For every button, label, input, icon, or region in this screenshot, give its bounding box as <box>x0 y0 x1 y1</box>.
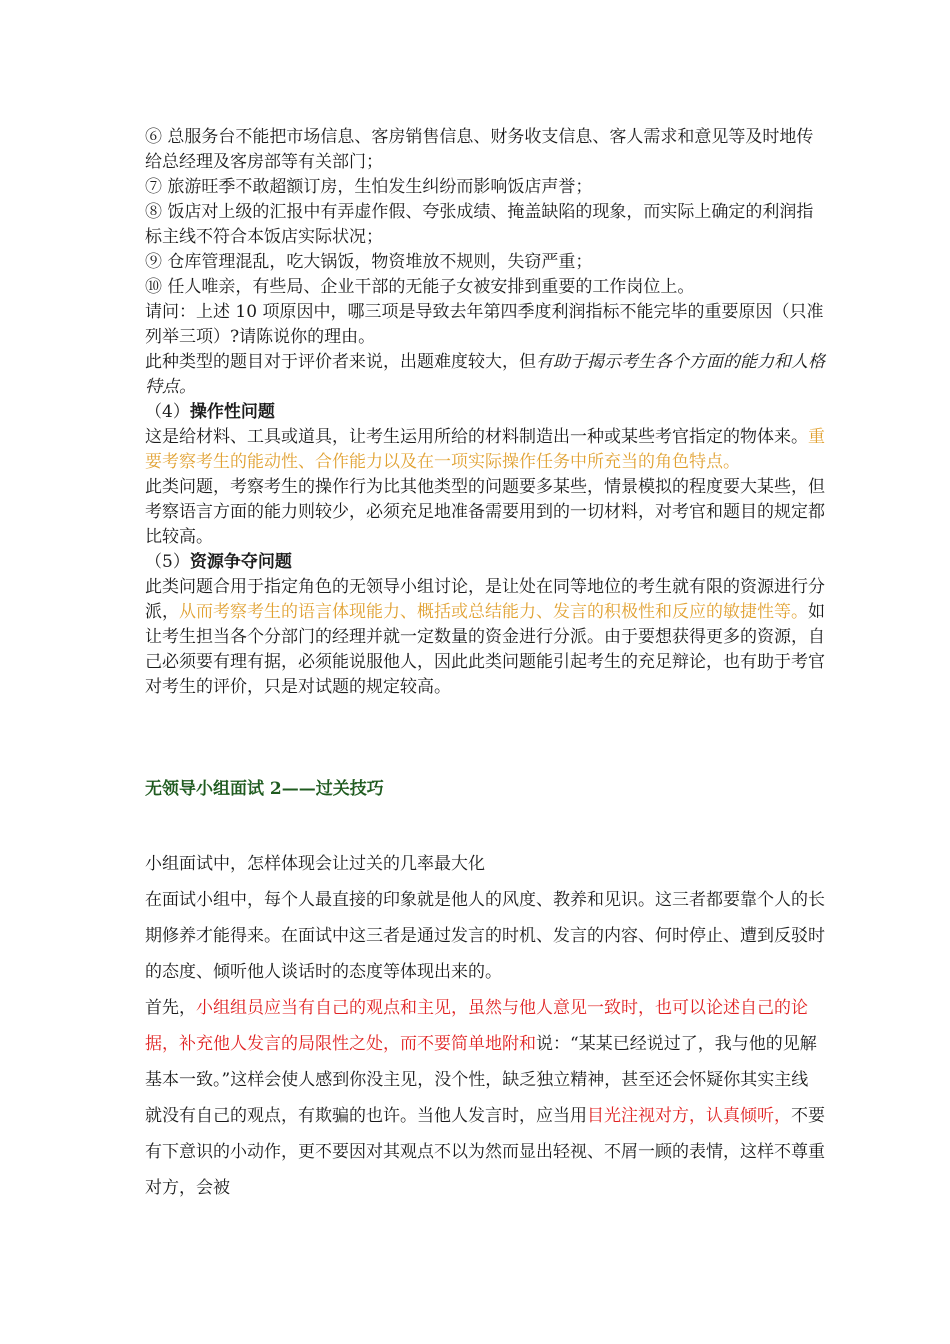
item-6: ⑥ 总服务台不能把市场信息、客房销售信息、财务收支信息、客人需求和意见等及时地传给总经理及客房部等有关部门； <box>145 127 814 172</box>
section-heading: 无领导小组面试 2——过关技巧 <box>145 779 384 799</box>
italic-highlight: 有助于揭示考生各个方面的能力和人格特点。 <box>145 352 825 397</box>
item-8: ⑧ 饭店对上级的汇报中有弄虚作假、夸张成绩、掩盖缺陷的现象，而实际上确定的利润指标主线不符合本饭店实际状况； <box>145 202 814 247</box>
operation-paragraph: 这是给材料、工具或道具，让考生运用所给的材料制造出一种或某些考官指定的物体来。重要考察考生的能动性、合作能力以及在一项实际操作任务中所充当的角色特点。 <box>145 427 825 472</box>
subheading-resource: （5）资源争夺问题 <box>145 552 292 572</box>
case-section <box>145 125 825 700</box>
evaluation-paragraph: 此种类型的题目对于评价者来说，出题难度较大，但有助于揭示考生各个方面的能力和人格特点。 <box>145 352 825 397</box>
item-7: ⑦ 旅游旺季不敢超额订房，生怕发生纠纷而影响饭店声誉； <box>145 177 593 197</box>
tips-intro: 在面试小组中，每个人最直接的印象就是他人的风度、教养和见识。这三者都要靠个人的长期修养才能得来。在面试中这三者是通过发言的时机、发言的内容、何时停止、遭到反驳时的态度、倾听他人谈话时的态度等体现出来的。 <box>145 890 825 982</box>
orange-highlight: 重要考察考生的能动性、合作能力以及在一项实际操作任务中所充当的角色特点。 <box>145 427 825 472</box>
subheading-operation: （4）操作性问题 <box>145 402 275 422</box>
operation-detail-paragraph: 此类问题，考察考生的操作行为比其他类型的问题要多某些，情景模拟的程度要大某些，但考察语言方面的能力则较少，必须充足地准备需要用到的一切材料，对考官和题目的规定都比较高。 <box>145 477 825 547</box>
tips-title: 小组面试中，怎样体现会让过关的几率最大化 <box>145 854 485 874</box>
item-10: ⑩ 任人唯亲，有些局、企业干部的无能子女被安排到重要的工作岗位上。 <box>145 277 695 297</box>
question-paragraph: 请问：上述 10 项原因中，哪三项是导致去年第四季度利润指标不能完毕的重要原因（只准列举三项）?请陈说你的理由。 <box>145 302 824 347</box>
tips-section <box>145 846 825 1206</box>
orange-highlight: 从而考察考生的语言体现能力、概括或总结能力、发言的积极性和反应的敏捷性等。 <box>179 602 808 622</box>
tips-first-point: 首先，小组组员应当有自己的观点和主见，虽然与他人意见一致时，也可以论述自己的论据，补充他人发言的局限性之处，而不要简单地附和说：“某某已经说过了，我与他的见解基本一致。”这样会使人感到你没主见，没个性，缺乏独立精神，甚至还会怀疑你其实主线就没有自己的观点，有欺骗的也许。当他人发言时，应当用目光注视对方，认真倾听，不要有下意识的小动作，更不要因对其观点不以为然而显出轻视、不屑一顾的表情，这样不尊重对方，会被 <box>145 998 825 1198</box>
item-9: ⑨ 仓库管理混乱，吃大锅饭，物资堆放不规则，失窃严重； <box>145 252 593 272</box>
red-highlight: 小组组员应当有自己的观点和主见，虽然与他人意见一致时，也可以论述自己的论据，补充他人发言的局限性之处，而不要简单地附和 <box>145 998 808 1054</box>
red-highlight: 目光注视对方，认真倾听， <box>587 1106 791 1126</box>
resource-paragraph: 此类问题合用于指定角色的无领导小组讨论，是让处在同等地位的考生就有限的资源进行分派，从而考察考生的语言体现能力、概括或总结能力、发言的积极性和反应的敏捷性等。如让考生担当各个分部门的经理并就一定数量的资金进行分派。由于要想获得更多的资源，自己必须要有理有据，必须能说服他人，因此此类问题能引起考生的充足辩论，也有助于考官对考生的评价，只是对试题的规定较高。 <box>145 577 825 697</box>
